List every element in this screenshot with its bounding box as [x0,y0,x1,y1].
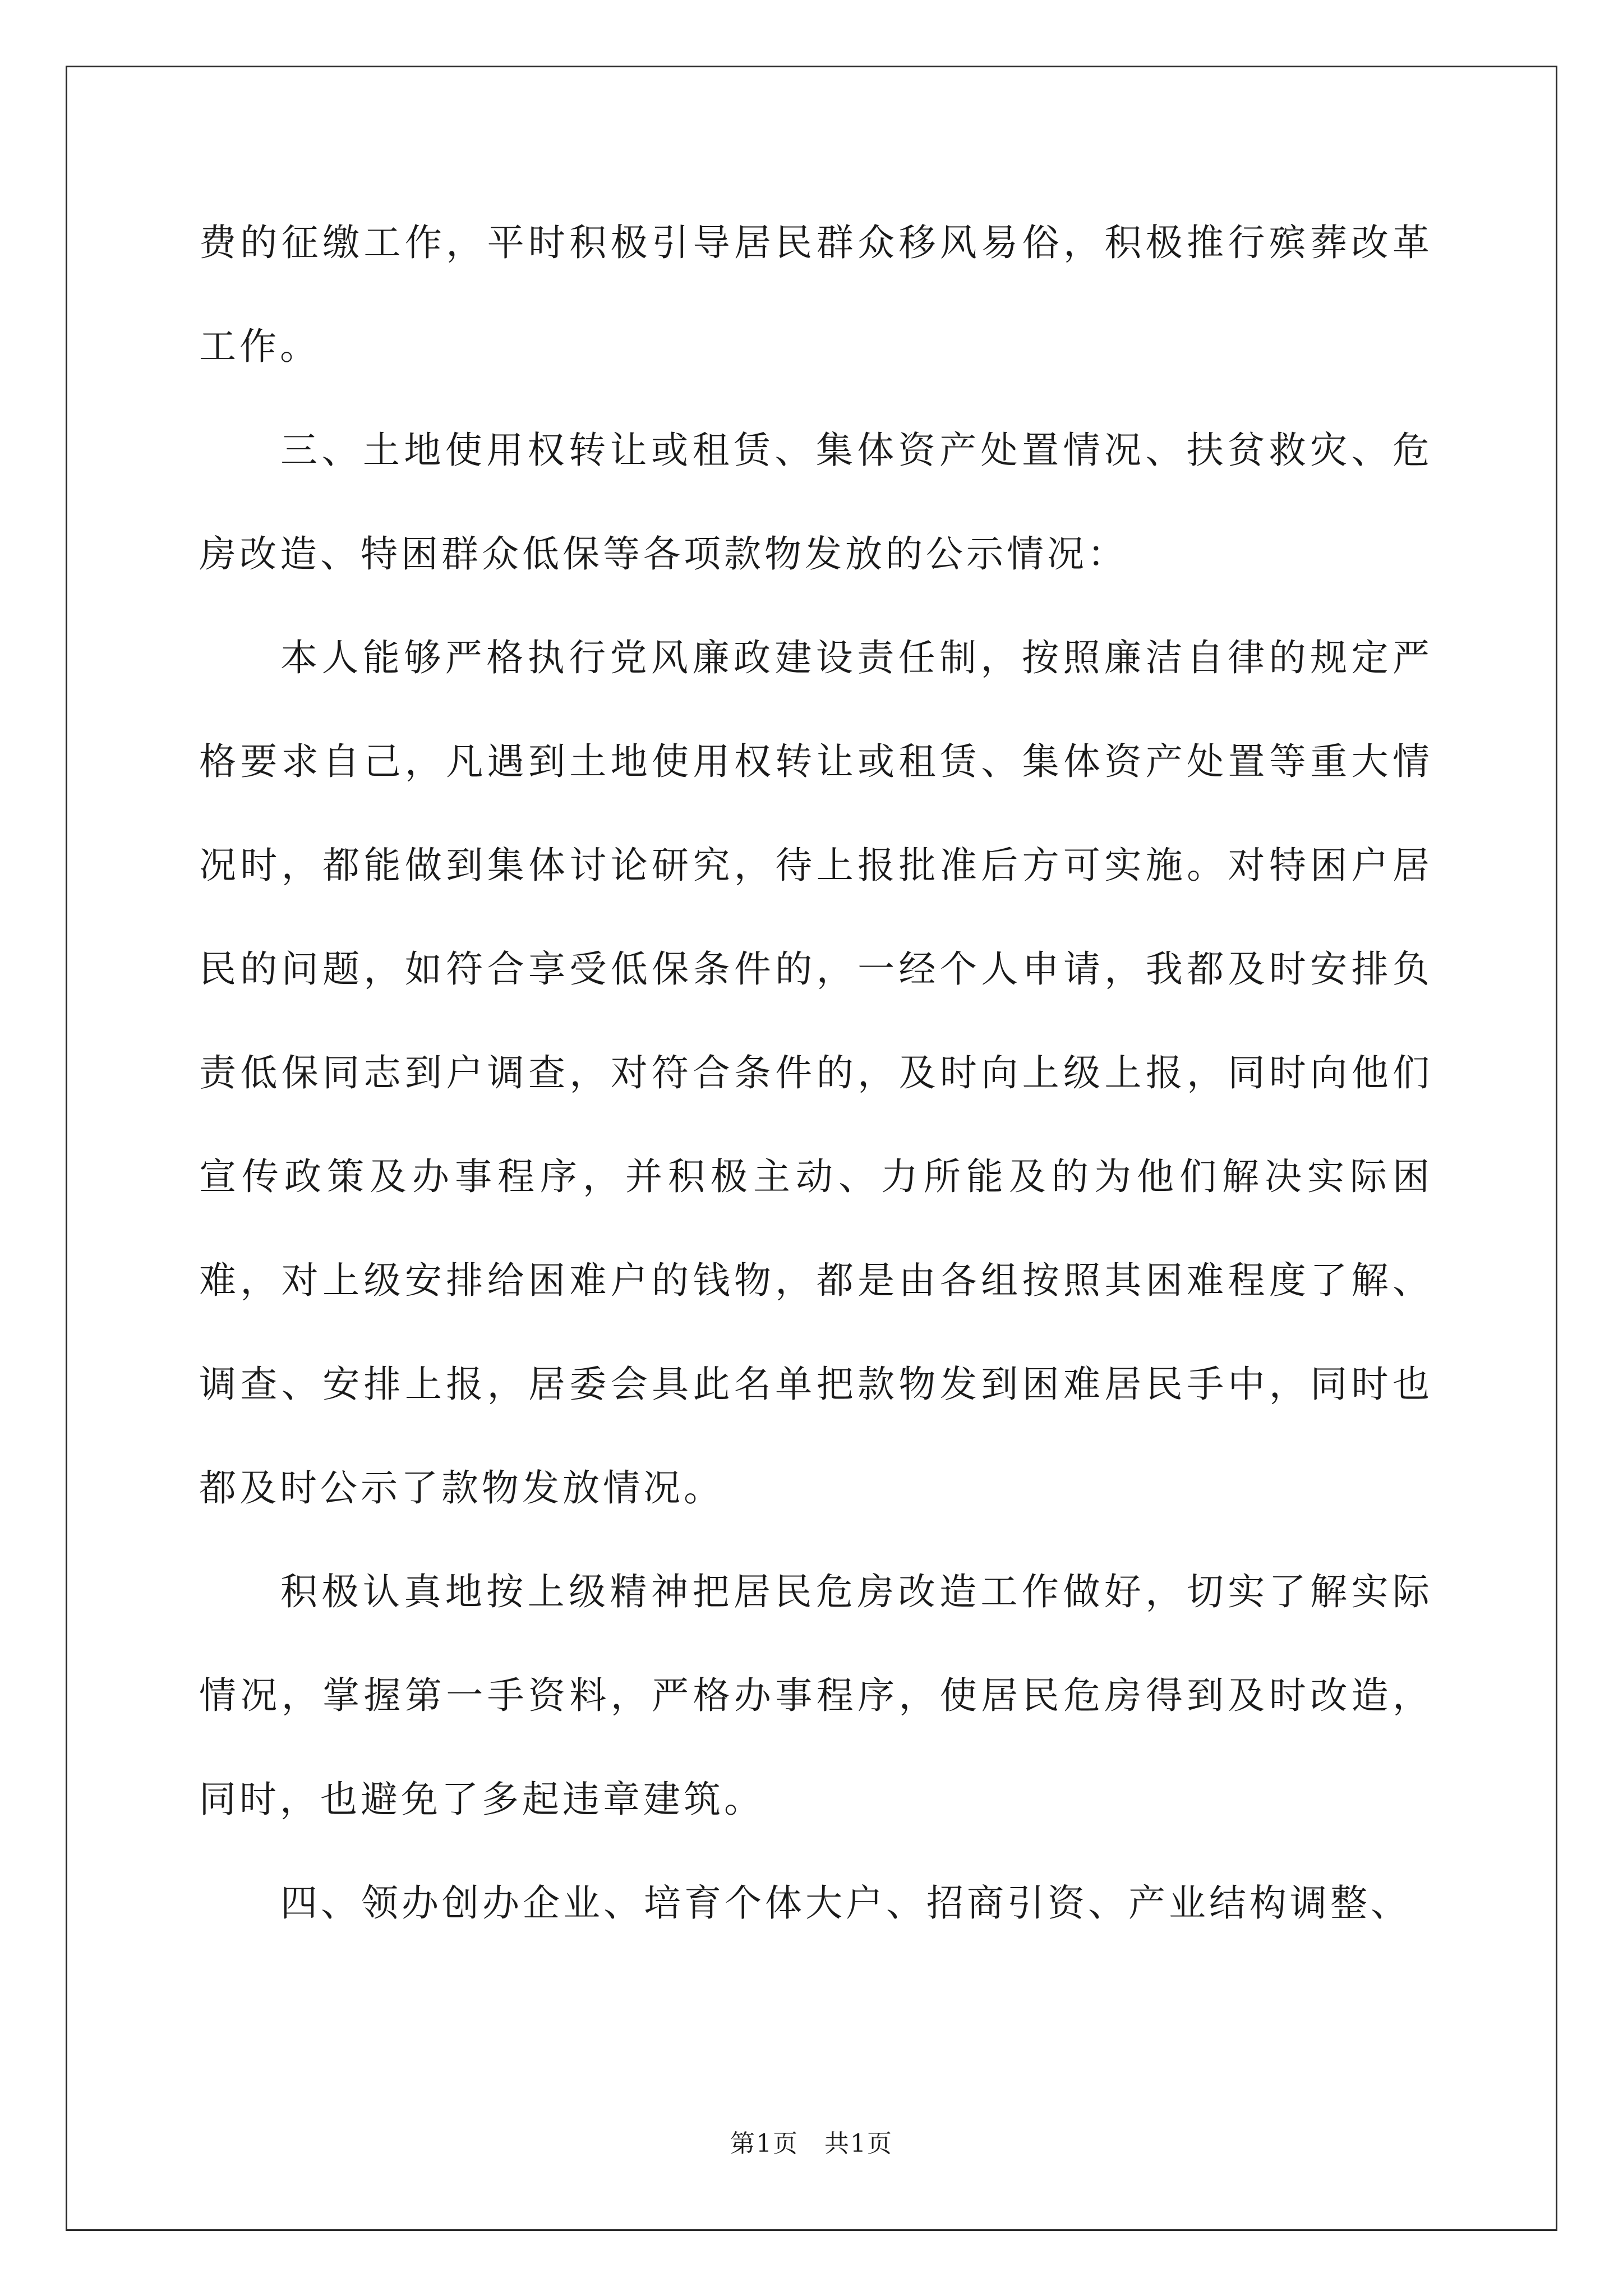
paragraph-3: 本人能够严格执行党风廉政建设责任制，按照廉洁自律的规定严格要求自己，凡遇到土地使用权转让或租赁、集体资产处置等重大情况时，都能做到集体讨论研究，待上报批准后方可实施。对特困户居民的问题，如符合享受低保条件的，一经个人申请，我都及时安排负责低保同志到户调查，对符合条件的，及时向上级上报，同时向他们宣传政策及办事程序，并积极主动、力所能及的为他们解决实际困难，对上级安排给困难户的钱物，都是由各组按照其困难程度了解、调查、安排上报，居委会具此名单把款物发到困难居民手中，同时也都及时公示了款物发放情况。 [199,636,1433,1510]
paragraph-5: 四、领办创办企业、培育个体大户、招商引资、产业结构调整、 [280,1881,1411,1925]
paragraph-4: 积极认真地按上级精神把居民危房改造工作做好，切实了解实际情况，掌握第一手资料，严格办事程序，使居民危房得到及时改造，同时，也避免了多起违章建筑。 [199,1570,1433,1821]
document-body [199,191,1433,1955]
page-footer: 第1页 共1页 [730,2129,893,2158]
paragraph-1: 费的征缴工作，平时积极引导居民群众移风易俗，积极推行殡葬改革工作。 [199,221,1433,368]
paragraph-2: 三、土地使用权转让或租赁、集体资产处置情况、扶贫救灾、危房改造、特困群众低保等各项款物发放的公示情况： [199,429,1433,576]
